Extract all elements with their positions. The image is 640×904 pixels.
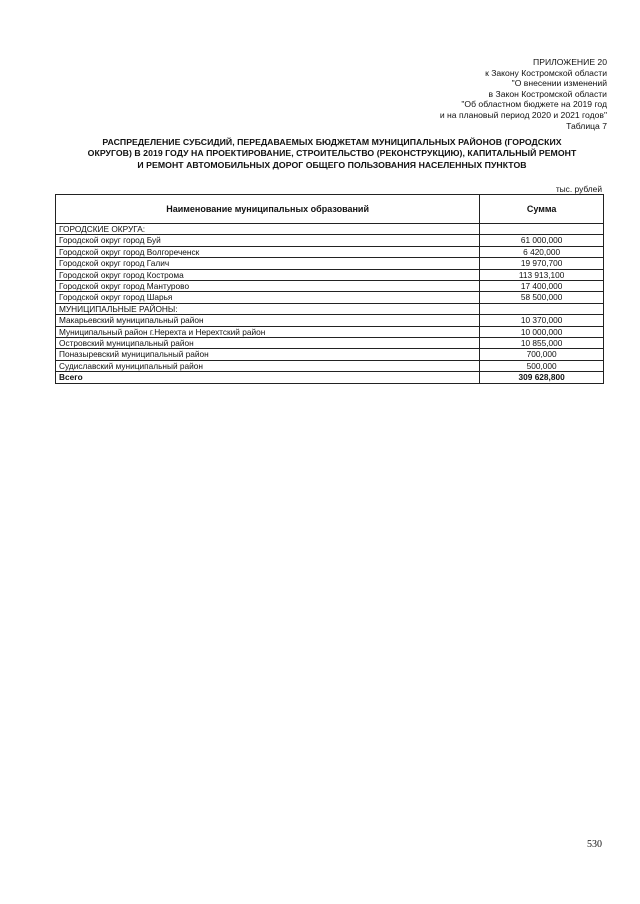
row-value: 10 000,000 — [480, 326, 604, 337]
row-name: ГОРОДСКИЕ ОКРУГА: — [56, 224, 480, 235]
table-row — [56, 269, 604, 280]
table-row — [56, 326, 604, 337]
row-name: Городской округ город Мантурово — [56, 281, 480, 292]
row-name: Макарьевский муниципальный район — [56, 315, 480, 326]
appendix-line: к Закону Костромской области — [485, 67, 607, 78]
row-name: Островский муниципальный район — [56, 338, 480, 349]
units-label: тыс. рублей — [555, 184, 602, 194]
appendix-line: ПРИЛОЖЕНИЕ 20 — [533, 57, 607, 67]
table-number: Таблица 7 — [566, 120, 607, 131]
title-line: И РЕМОНТ АВТОМОБИЛЬНЫХ ДОРОГ ОБЩЕГО ПОЛЬЗОВАНИЯ НАСЕЛЕННЫХ ПУНКТОВ — [137, 159, 527, 170]
table-row — [56, 338, 604, 349]
row-value: 61 000,000 — [480, 235, 604, 246]
appendix-line: в Закон Костромской области — [488, 88, 607, 99]
row-name: Поназыревский муниципальный район — [56, 349, 480, 360]
table-row — [56, 224, 604, 235]
row-name: Городской округ город Шарья — [56, 292, 480, 303]
row-value — [480, 303, 604, 314]
total-label: Всего — [56, 372, 480, 383]
table-row — [56, 303, 604, 314]
total-row — [56, 372, 604, 383]
row-name: Судиславский муниципальный район — [56, 360, 480, 371]
title-line: РАСПРЕДЕЛЕНИЕ СУБСИДИЙ, ПЕРЕДАВАЕМЫХ БЮДЖЕТАМ МУНИЦИПАЛЬНЫХ РАЙОНОВ (ГОРОДСКИХ — [102, 137, 562, 147]
appendix-line: и на плановый период 2020 и 2021 годов" — [439, 109, 607, 120]
table-row — [56, 246, 604, 257]
row-value: 19 970,700 — [480, 258, 604, 269]
row-value: 10 370,000 — [480, 315, 604, 326]
row-name: Городской округ город Буй — [56, 235, 480, 246]
table-row — [56, 360, 604, 371]
row-value: 17 400,000 — [480, 281, 604, 292]
table-row — [56, 349, 604, 360]
table-row — [56, 258, 604, 269]
table-row — [56, 235, 604, 246]
table-row — [56, 292, 604, 303]
title-line: ОКРУГОВ) В 2019 ГОДУ НА ПРОЕКТИРОВАНИЕ, СТРОИТЕЛЬСТВО (РЕКОНСТРУКЦИЮ), КАПИТАЛЬНЫЙ РЕМОНТ — [87, 148, 577, 159]
page-number: 530 — [587, 839, 602, 850]
row-value: 10 855,000 — [480, 338, 604, 349]
total-value: 309 628,800 — [480, 372, 604, 383]
table-body — [56, 224, 604, 384]
column-header-sum: Сумма — [480, 195, 604, 224]
subsidy-table — [55, 194, 604, 384]
row-name: Городской округ город Волгореченск — [56, 246, 480, 257]
appendix-line: "Об областном бюджете на 2019 год — [461, 99, 607, 110]
row-value — [480, 224, 604, 235]
row-name: Муниципальный район г.Нерехта и Нерехтский район — [56, 326, 480, 337]
row-name: Городской округ город Кострома — [56, 269, 480, 280]
row-name: Городской округ город Галич — [56, 258, 480, 269]
row-value: 113 913,100 — [480, 269, 604, 280]
row-value: 700,000 — [480, 349, 604, 360]
appendix-line: "О внесении изменений — [511, 78, 607, 89]
row-value: 58 500,000 — [480, 292, 604, 303]
table-row — [56, 315, 604, 326]
column-header-name: Наименование муниципальных образований — [56, 195, 480, 224]
row-name: МУНИЦИПАЛЬНЫЕ РАЙОНЫ: — [56, 303, 480, 314]
row-value: 6 420,000 — [480, 246, 604, 257]
appendix-header — [440, 57, 607, 131]
table-row — [56, 281, 604, 292]
row-value: 500,000 — [480, 360, 604, 371]
document-title — [58, 137, 606, 171]
table-header-row — [56, 195, 604, 224]
